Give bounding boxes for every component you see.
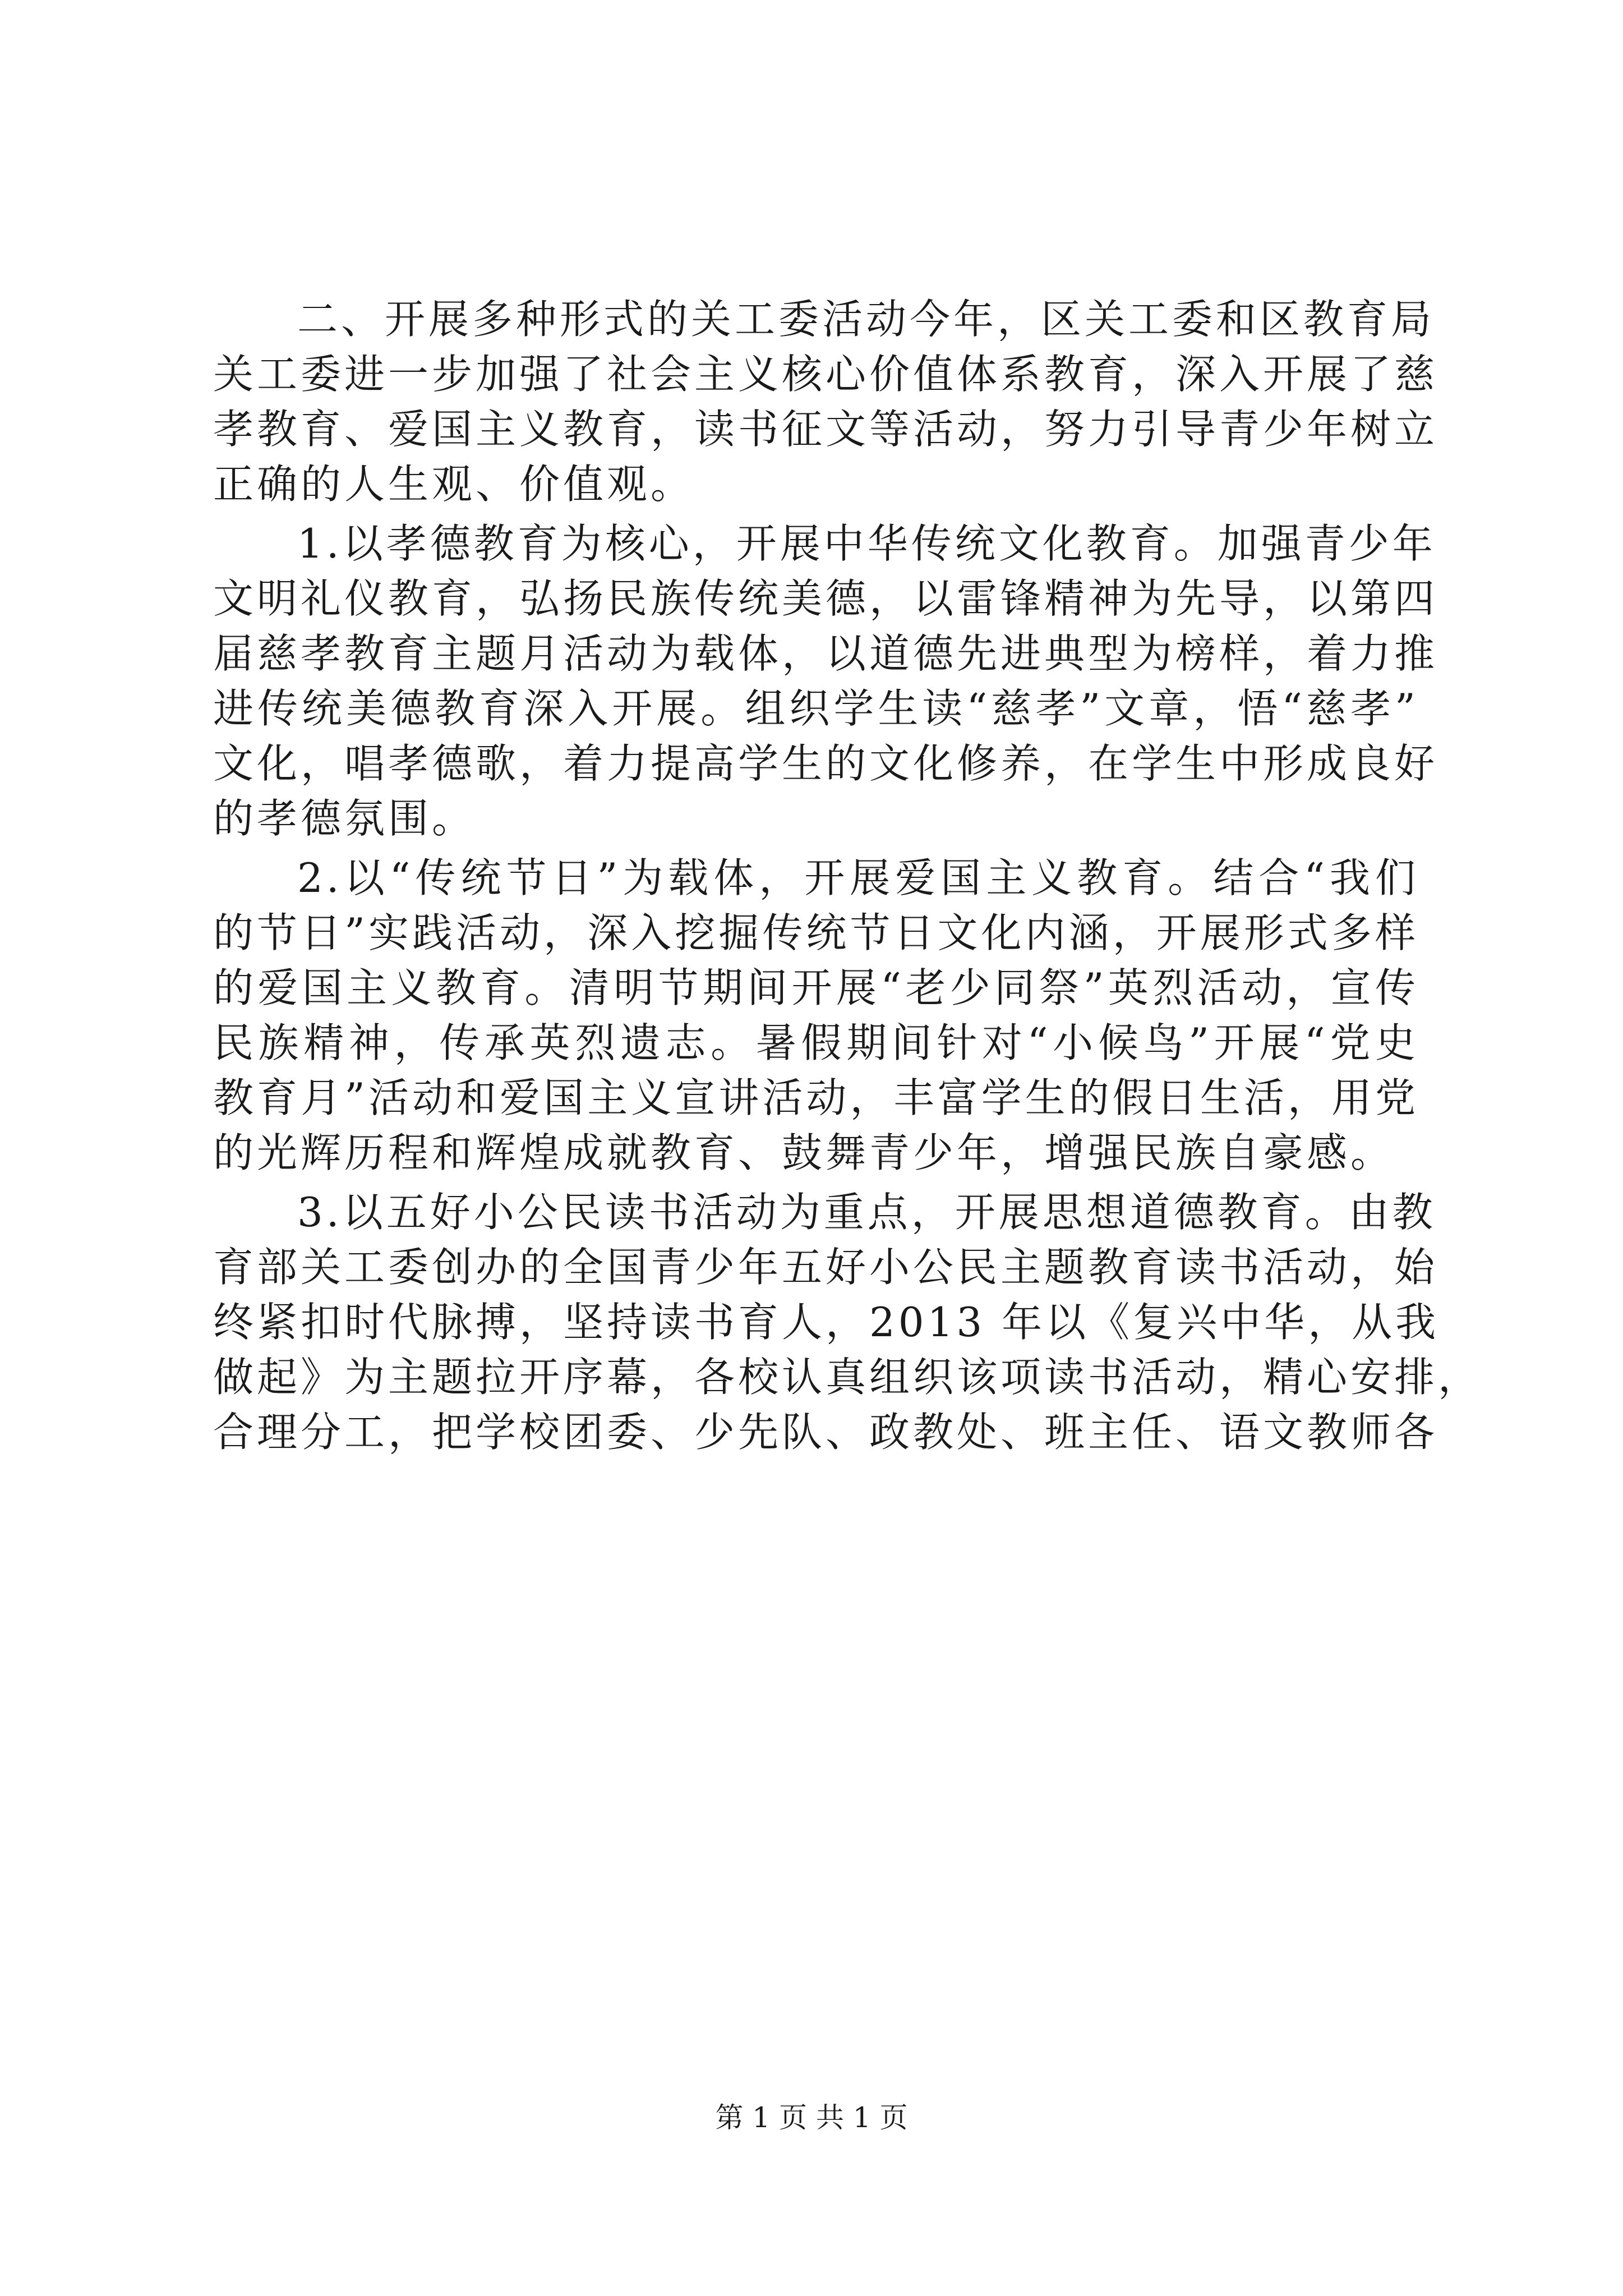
text-line: 的爱国主义教育。清明节期间开展“老少同祭”英烈活动，宣传	[213, 964, 1419, 1011]
text-line: 正确的人生观、价值观。	[213, 461, 695, 508]
paragraph-activities-intro	[213, 292, 1438, 512]
text-line: 合理分工，把学校团委、少先队、政教处、班主任、语文教师各	[213, 1409, 1438, 1456]
text-line: 2.以“传统节日”为载体，开展爱国主义教育。结合“我们	[297, 854, 1419, 901]
paragraph-traditional-festivals	[213, 850, 1419, 1180]
text-line: 文化，唱孝德歌，着力提高学生的文化修养，在学生中形成良好	[213, 740, 1438, 787]
text-line: 孝教育、爱国主义教育，读书征文等活动，努力引导青少年树立	[213, 406, 1438, 453]
text-line: 1.以孝德教育为核心，开展中华传统文化教育。加强青少年	[297, 520, 1436, 567]
text-line: 进传统美德教育深入开展。组织学生读“慈孝”文章，悟“慈孝”	[213, 685, 1419, 732]
text-line: 关工委进一步加强了社会主义核心价值体系教育，深入开展了慈	[213, 351, 1438, 398]
text-line: 届慈孝教育主题月活动为载体，以道德先进典型为榜样，着力推	[213, 630, 1438, 677]
text-line: 终紧扣时代脉搏，坚持读书育人，2013 年以《复兴中华，从我	[213, 1299, 1440, 1346]
paragraph-filial-piety	[213, 516, 1438, 846]
text-line: 的孝德氛围。	[213, 795, 476, 842]
text-line: 育部关工委创办的全国青少年五好小公民主题教育读书活动，始	[213, 1244, 1438, 1291]
paragraph-reading-activity	[213, 1185, 1482, 1460]
text-line: 做起》为主题拉开序幕，各校认真组织该项读书活动，精心安排，	[213, 1354, 1482, 1401]
text-line: 3.以五好小公民读书活动为重点，开展思想道德教育。由教	[297, 1189, 1436, 1236]
text-line: 文明礼仪教育，弘扬民族传统美德，以雷锋精神为先导，以第四	[213, 575, 1438, 622]
text-line: 教育月”活动和爱国主义宣讲活动，丰富学生的假日生活，用党	[213, 1074, 1419, 1121]
document-body	[213, 292, 1482, 1464]
text-line: 的节日”实践活动，深入挖掘传统节日文化内涵，开展形式多样	[213, 909, 1419, 956]
page-footer: 第 1 页 共 1 页	[715, 2101, 908, 2134]
text-line: 民族精神，传承英烈遗志。暑假期间针对“小候鸟”开展“党史	[213, 1019, 1419, 1066]
text-line: 二、开展多种形式的关工委活动今年，区关工委和区教育局	[297, 296, 1435, 343]
text-line: 的光辉历程和辉煌成就教育、鼓舞青少年，增强民族自豪感。	[213, 1129, 1395, 1176]
